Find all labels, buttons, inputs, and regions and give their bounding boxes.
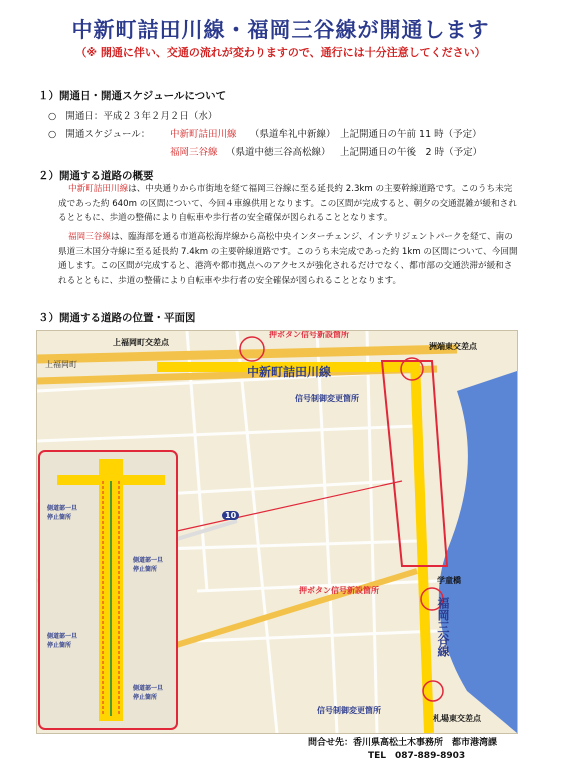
- inset-label: 側道部一旦停止箇所: [47, 505, 78, 521]
- road-name-fukuoka: 福岡三谷線: [68, 232, 111, 242]
- hamamura-east-junction-label-2: 札場東交差点: [433, 714, 481, 723]
- hamamura-east-junction-label: 洲端東交差点: [429, 342, 477, 351]
- gakko-bridge-label: 学童橋: [437, 576, 461, 585]
- schedule-row: [48, 126, 150, 140]
- road-map[interactable]: [36, 330, 518, 734]
- inset-label: 側道部一旦停止箇所: [133, 685, 164, 701]
- signal-change-label-1: 信号制御変更箇所: [295, 394, 359, 403]
- contact-tel: TEL 087-889-8903: [368, 751, 466, 761]
- schedule-label: 開通スケジュール：: [65, 129, 151, 140]
- bullet: ○: [48, 129, 57, 140]
- button-signal-new-label-1: 押ボタン信号新設箇所: [269, 330, 349, 339]
- section2-heading: ２）開通する道路の概要: [38, 170, 154, 182]
- inset-label: 側道部一旦停止箇所: [47, 633, 78, 649]
- bullet: ○: [48, 111, 57, 122]
- route-number-badge: 10: [222, 511, 239, 520]
- road-name-label-2: 福岡三谷線: [436, 597, 450, 657]
- schedule-route-1: （県道牟礼中新線）: [250, 129, 336, 140]
- paragraph-text-2: は、臨海部を通る市道高松海岸線から高松中央インターチェンジ、インテリジェントパークを経て、南の県道三木国分寺線に至る延長約 7.4km の主要幹線道路です。このうち未完成であった約 1km の区間について、今回開通します。この区間が完成すると、港湾や都市拠点へのアクセスが強化されるだけでなく、都市部の交通渋滞が緩和されるとともに、歩道の整備により自転車や歩行者の安全確保が図られることとなります。: [58, 232, 518, 286]
- kamifukuoka-junction-label: 上福岡町交差点: [113, 338, 169, 347]
- schedule-route-2: （県道中徳三谷高松線）: [226, 147, 331, 158]
- open-date: 開通日：平成２３年２月２日（水）: [65, 111, 218, 122]
- road-name-label-1: 中新町詰田川線: [247, 365, 332, 379]
- page-title: 中新町詰田川線・福岡三谷線が開通します: [71, 18, 490, 42]
- signal-change-label-2: 信号制御変更箇所: [317, 706, 381, 715]
- contact-label: 問合せ先：香川県高松土木事務所 都市港湾課: [308, 738, 498, 748]
- button-signal-new-label-2: 押ボタン信号新設箇所: [299, 586, 379, 595]
- section1-heading: １）開通日・開通スケジュールについて: [38, 90, 227, 102]
- schedule-time-1: 上記開通日の午前 11 時（予定）: [340, 129, 482, 140]
- open-date-row: [48, 108, 217, 122]
- contact-info: [308, 737, 497, 763]
- map-graphic: [37, 331, 517, 733]
- schedule-time-2: 上記開通日の午後 2 時（予定）: [340, 147, 483, 158]
- schedule-road-2: 福岡三谷線: [170, 147, 218, 158]
- section3-heading: ３）開通する道路の位置・平面図: [38, 312, 196, 324]
- inset-label: 側道部一旦停止箇所: [133, 557, 164, 573]
- paragraph-text-1: は、中央通りから市街地を経て福岡三谷線に至る延長約 2.3km の主要幹線道路です。このうち未完成であった約 640m の区間について、今回４車線供用となります。この区間が完成すると、朝夕の交通混雑が緩和されるとともに、歩道の整備により自転車や歩行者の安全確保が図られることとなります。: [58, 184, 517, 223]
- kamifukuoka-small-label: 上福岡町: [45, 360, 77, 369]
- road-name-nakashinmachi: 中新町詰田川線: [68, 184, 129, 194]
- page-subtitle: （※ 開通に伴い、交通の流れが変わりますので、通行には十分注意してください）: [75, 46, 486, 59]
- schedule-road-1: 中新町詰田川線: [170, 129, 237, 140]
- paragraph-nakashinmachi: [58, 182, 520, 226]
- paragraph-fukuoka: [58, 230, 520, 288]
